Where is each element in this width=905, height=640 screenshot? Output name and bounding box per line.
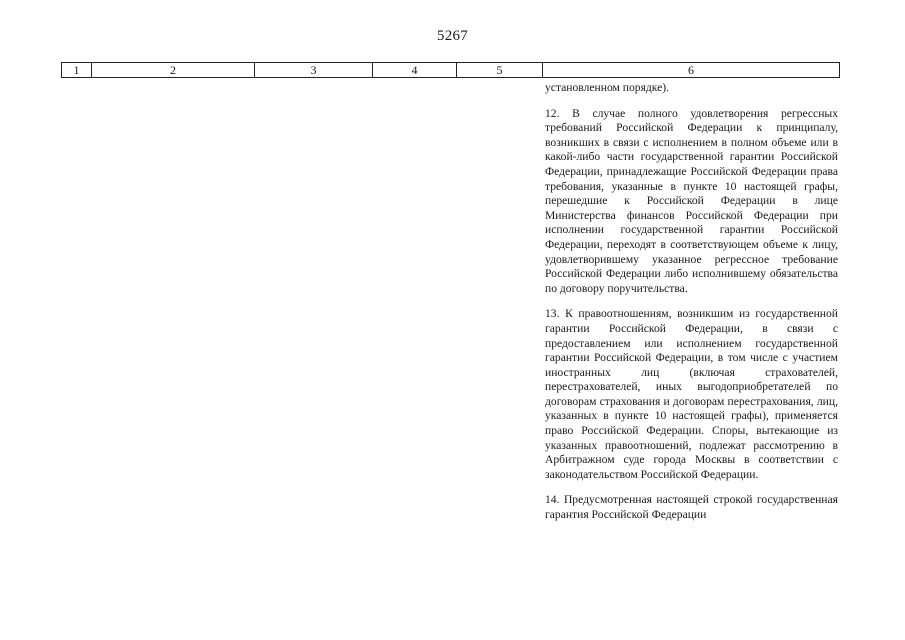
page-number: 5267 — [436, 28, 469, 44]
table-header-cell-1: 1 — [62, 63, 92, 77]
table-header-cell-4: 4 — [373, 63, 457, 77]
table-header-cell-6: 6 — [688, 63, 694, 77]
table-header-row — [61, 62, 840, 78]
table-header-cell-2: 2 — [92, 63, 255, 77]
paragraph-continuation: установленном порядке). — [545, 81, 670, 94]
paragraph-14: 14. Предусмотренная настоящей строкой государственная гарантия Российской Федерации — [545, 493, 838, 522]
paragraph-12: 12. В случае полного удовлетворения регрессных требований Российской Федерации к принципалу, возникших в связи с исполнением в полном объеме или в какой-либо части государственной гарантии Российской Федерации, принадлежащие Российской Федерации права требования, указанные в пункте 10 настоящей графы, перешедшие к Российской Федерации в лице Министерства финансов Российской Федерации при исполнении государственной гарантии Российской Федерации, переходят в соответствующем объеме к лицу, удовлетворившему указанное регрессное требование Российской Федерации либо исполнившему обязательства по договору поручительства. — [545, 106, 838, 295]
paragraph-13: 13. К правоотношениям, возникшим из государственной гарантии Российской Федерации, в связи с предоставлением или исполнением государственной гарантии Российской Федерации, в том числе с участием иностранных лиц (включая страхователей, перестрахователей, иных выгодоприобретателей по договорам страхования и договорам перестрахования, лиц, указанных в пункте 10 настоящей графы), применяется право Российской Федерации. Споры, вытекающие из указанных правоотношений, подлежат рассмотрению в Арбитражном суде города Москвы в соответствии с законодательством Российской Федерации. — [545, 307, 838, 481]
table-header-cell-5: 5 — [457, 63, 543, 77]
column-6-text — [545, 81, 838, 534]
table-header-cell-3: 3 — [255, 63, 373, 77]
